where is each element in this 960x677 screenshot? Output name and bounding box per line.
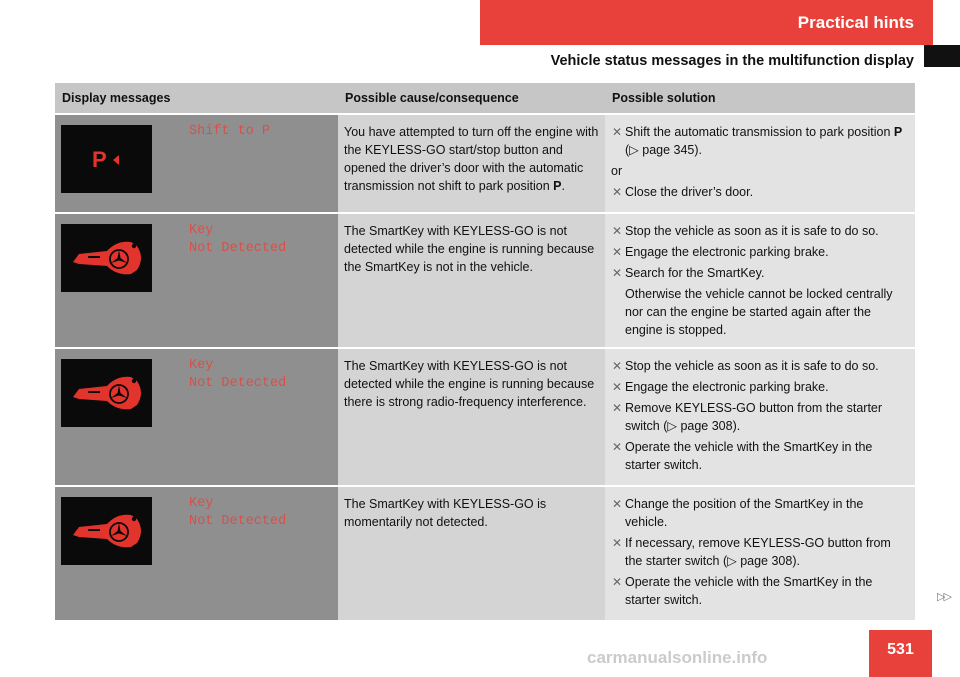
arrow-marker-icon: ✕ (612, 125, 623, 139)
smartkey-icon (61, 497, 152, 565)
column-header-solution: Possible solution (605, 83, 915, 114)
solution-cell (605, 348, 915, 486)
cause-cell: The SmartKey with KEYLESS-GO is not detected while the engine is running because there is strong radio-frequency interference. (338, 348, 605, 486)
display-screen (61, 224, 152, 292)
list-item: ✕ Operate the vehicle with the SmartKey in the starter switch. (612, 440, 873, 472)
arrow-marker-icon: ✕ (612, 359, 623, 373)
display-message: Key Not Detected (189, 223, 287, 256)
arrow-marker-icon: ✕ (612, 440, 623, 454)
svg-text:P: P (92, 147, 107, 172)
column-header-cause: Possible cause/consequence (338, 83, 605, 114)
note-text: Otherwise the vehicle cannot be locked centrally nor can the engine be started again after the engine is stopped. (625, 287, 893, 337)
arrow-marker-icon: ✕ (612, 245, 623, 259)
section-title: Practical hints (797, 12, 914, 32)
display-screen (61, 497, 152, 565)
arrow-marker-icon: ✕ (612, 401, 623, 415)
list-item: ✕ Remove KEYLESS-GO button from the starter switch (▷ page 308). (612, 401, 883, 433)
or-text: or (611, 164, 623, 178)
display-cell (55, 348, 338, 486)
arrow-marker-icon: ✕ (612, 224, 623, 238)
smartkey-icon (61, 224, 152, 292)
arrow-marker-icon: ✕ (612, 575, 623, 589)
page-number: 531 (869, 630, 932, 677)
display-message: Key Not Detected (189, 496, 287, 529)
table-row (55, 114, 915, 213)
arrow-marker-icon: ✕ (612, 380, 623, 394)
solution-cell (605, 114, 915, 213)
solution-cell (605, 486, 915, 620)
arrow-marker-icon: ✕ (612, 536, 623, 550)
smartkey-icon (61, 359, 152, 427)
solution-cell (605, 213, 915, 348)
edge-marker (924, 45, 960, 67)
list-item: ✕ Shift the automatic transmission to park position P (▷ page 345). (612, 125, 903, 157)
watermark: carmanualsonline.info (587, 648, 768, 667)
list-item: ✕ Stop the vehicle as soon as it is safe to do so. (612, 224, 879, 238)
park-indicator-icon (61, 125, 152, 193)
page-subtitle: Vehicle status messages in the multifunction display (550, 53, 914, 69)
cause-cell: The SmartKey with KEYLESS-GO is not detected while the engine is running because the SmartKey is not in the vehicle. (338, 213, 605, 348)
list-item: ✕ Search for the SmartKey. (612, 266, 765, 280)
arrow-marker-icon: ✕ (612, 497, 623, 511)
table-header-row (55, 83, 915, 114)
display-cell (55, 114, 338, 213)
list-item: ✕ Engage the electronic parking brake. (612, 245, 829, 259)
list-item: ✕ Close the driver’s door. (612, 185, 754, 199)
list-item: ✕ Change the position of the SmartKey in the vehicle. (612, 497, 864, 529)
status-messages-table (55, 83, 915, 620)
list-item: ✕ If necessary, remove KEYLESS-GO button from the starter switch (▷ page 308). (612, 536, 891, 568)
table-row (55, 213, 915, 348)
table-row (55, 348, 915, 486)
continue-marker-icon: ▷▷ (937, 591, 950, 603)
cause-cell: The SmartKey with KEYLESS-GO is momentarily not detected. (338, 486, 605, 620)
cause-cell: You have attempted to turn off the engine with the KEYLESS-GO start/stop button and opened the driver’s door with the automatic transmission not shift to park position P. (338, 114, 605, 213)
arrow-marker-icon: ✕ (612, 266, 623, 280)
arrow-marker-icon: ✕ (612, 185, 623, 199)
display-message: Shift to P (189, 124, 271, 139)
list-item: ✕ Operate the vehicle with the SmartKey in the starter switch. (612, 575, 873, 607)
display-cell (55, 486, 338, 620)
table-row (55, 486, 915, 620)
section-tab (480, 0, 933, 45)
display-screen (61, 125, 152, 193)
display-cell (55, 213, 338, 348)
list-item: ✕ Stop the vehicle as soon as it is safe to do so. (612, 359, 879, 373)
display-message: Key Not Detected (189, 358, 287, 391)
list-item: ✕ Engage the electronic parking brake. (612, 380, 829, 394)
display-screen (61, 359, 152, 427)
column-header-display: Display messages (55, 83, 338, 114)
